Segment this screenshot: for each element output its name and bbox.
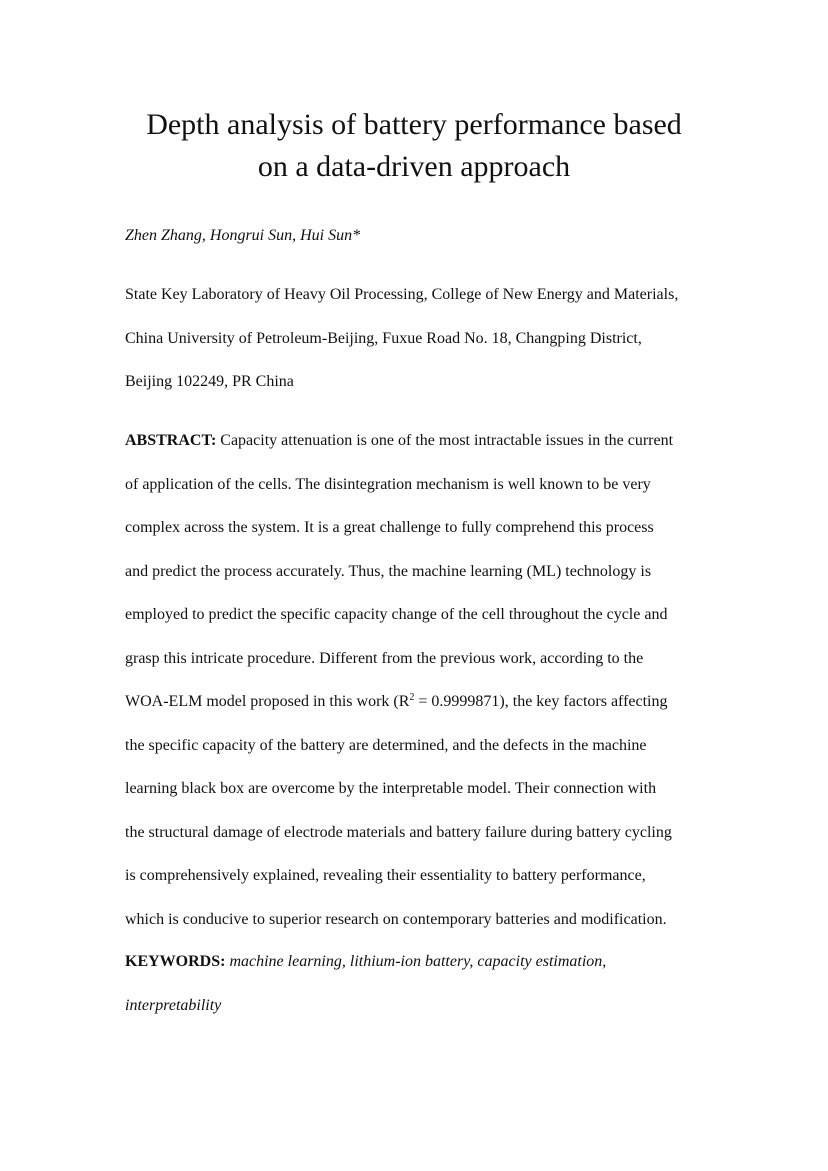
affiliation-line-1: State Key Laboratory of Heavy Oil Processing, College of New Energy and Materials, <box>125 286 679 303</box>
title-line-2: on a data-driven approach <box>257 150 571 183</box>
abstract-line-6: grasp this intricate procedure. Different from the previous work, according to the <box>125 649 644 667</box>
r-squared-superscript: 2 <box>409 692 415 703</box>
keywords-text-1: machine learning, lithium-ion battery, capacity estimation, <box>225 953 607 970</box>
abstract-line-9: learning black box are overcome by the interpretable model. Their connection with <box>125 780 657 797</box>
abstract-line-8: the specific capacity of the battery are determined, and the defects in the machine <box>125 736 647 754</box>
affiliation-line-2: China University of Petroleum-Beijing, Fuxue Road No. 18, Changping District, <box>125 329 642 347</box>
paper-title <box>0 104 828 188</box>
abstract-line-4: and predict the process accurately. Thus, the machine learning (ML) technology is <box>125 562 652 580</box>
abstract-line-3: complex across the system. It is a great challenge to fully comprehend this process <box>125 519 654 536</box>
abstract-text-1: Capacity attenuation is one of the most intractable issues in the current <box>216 432 674 449</box>
abstract-heading: ABSTRACT: <box>125 432 217 449</box>
abstract-text-7a: WOA-ELM model proposed in this work (R <box>125 693 410 710</box>
abstract-line-1 <box>125 431 725 475</box>
affiliation <box>125 285 725 416</box>
keywords-line-2: interpretability <box>125 996 222 1014</box>
abstract-line-12: which is conducive to superior research on contemporary batteries and modification. <box>125 910 667 928</box>
abstract-line-11: is comprehensively explained, revealing their essentiality to battery performance, <box>125 867 646 884</box>
abstract-line-5: employed to predict the specific capacity change of the cell throughout the cycle and <box>125 606 668 623</box>
abstract-line-7 <box>125 692 725 736</box>
title-line-1: Depth analysis of battery performance based <box>146 108 682 141</box>
affiliation-line-3: Beijing 102249, PR China <box>125 373 294 390</box>
abstract-line-2: of application of the cells. The disintegration mechanism is well known to be very <box>125 475 651 493</box>
abstract-line-10: the structural damage of electrode materials and battery failure during battery cycling <box>125 823 672 841</box>
keywords-heading: KEYWORDS: <box>125 953 226 970</box>
keywords <box>125 952 725 1039</box>
abstract-text-7b: = 0.9999871), the key factors affecting <box>414 693 668 710</box>
abstract <box>125 431 725 953</box>
keywords-line-1 <box>125 952 725 996</box>
author-list: Zhen Zhang, Hongrui Sun, Hui Sun* <box>125 227 361 244</box>
